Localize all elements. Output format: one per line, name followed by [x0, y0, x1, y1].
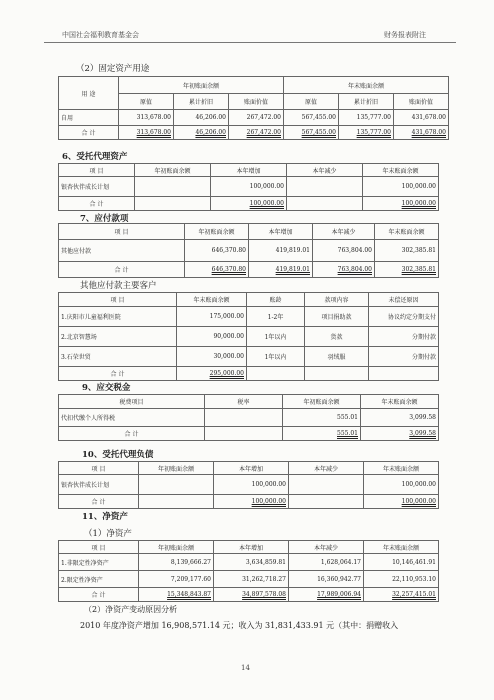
col-header: 本年减少: [289, 541, 364, 554]
sub-header: 原值: [284, 94, 339, 110]
col-header: 项 目: [59, 224, 185, 240]
row-label: 1.非限定性净资产: [59, 554, 139, 571]
table-row: [59, 347, 439, 367]
row-label: 合 计: [59, 427, 205, 441]
row-label: 合 计: [59, 367, 177, 381]
sub-header: 原值: [119, 94, 174, 110]
taxes-table: [58, 394, 439, 441]
col-header: 年末账面余额: [361, 395, 439, 409]
cell: [135, 197, 211, 211]
col-header: 税率: [205, 395, 283, 409]
col-header: 款项内容: [305, 293, 369, 307]
table-row: [59, 110, 449, 126]
cell: 567,455.00: [284, 126, 339, 140]
cell: 313,678.00: [119, 110, 174, 126]
cell: 419,819.01: [249, 240, 313, 262]
cell: 30,000.00: [177, 347, 247, 367]
row-label: 1.庆阳市儿童福利医院: [59, 307, 177, 327]
col-use: 用 途: [59, 77, 119, 110]
sub-header: 累计折旧: [339, 94, 394, 110]
cell: [139, 495, 214, 509]
table-row-total: [59, 495, 439, 509]
cell: 175,000.00: [177, 307, 247, 327]
cell: 8,139,666.27: [139, 554, 214, 571]
table-row: [59, 571, 439, 588]
cell: 分期付款: [369, 327, 439, 347]
cell: 羽绒服: [305, 347, 369, 367]
cell: [139, 475, 214, 495]
cell: 10,146,461.91: [364, 554, 439, 571]
cell: [289, 475, 364, 495]
col-header: 本年减少: [287, 164, 363, 177]
cell: 763,804.00: [313, 262, 375, 278]
cell: 分期付款: [369, 347, 439, 367]
cell: 567,455.00: [284, 110, 339, 126]
cell: 763,804.00: [313, 240, 375, 262]
col-header: 年末账面余额: [364, 462, 439, 475]
cell: [205, 427, 283, 441]
col-header: 账龄: [247, 293, 305, 307]
net-assets-subheading: （1）净资产: [84, 529, 132, 539]
table-row-total: [59, 262, 439, 278]
cell: [205, 409, 283, 427]
cell: [305, 367, 369, 381]
fixed-assets-heading: （2）固定资产用途: [76, 64, 150, 74]
header-rule: [44, 42, 456, 43]
cell: 22,110,953.10: [364, 571, 439, 588]
cell: 100,000.00: [363, 197, 439, 211]
cell: 3,099.58: [361, 427, 439, 441]
cell: 34,897,578.08: [214, 588, 289, 602]
cell: 100,000.00: [214, 495, 289, 509]
col-header: 年末账面余额: [364, 541, 439, 554]
col-header: 本年增加: [214, 462, 289, 475]
sub-header: 账面价值: [394, 94, 449, 110]
row-label: 银杏伙伴成长计划: [59, 177, 135, 197]
row-label: 合 计: [59, 197, 135, 211]
table-row-total: [59, 367, 439, 381]
fixed-assets-table: [58, 76, 449, 140]
entrusted-assets-table: [58, 163, 439, 211]
row-label: 代扣代缴个人所得税: [59, 409, 205, 427]
cell: 100,000.00: [363, 177, 439, 197]
cell: 555.01: [283, 427, 361, 441]
table-row-total: [59, 588, 439, 602]
table-row: [59, 475, 439, 495]
cell: [289, 495, 364, 509]
cell: 7,209,177.60: [139, 571, 214, 588]
cell: 1年以内: [247, 347, 305, 367]
table-row: [59, 327, 439, 347]
cell: 1-2年: [247, 307, 305, 327]
net-assets-table: [58, 540, 439, 602]
main-customers-table: [58, 292, 439, 381]
cell: [247, 367, 305, 381]
cell: 431,678.00: [394, 126, 449, 140]
row-label: 自用: [59, 110, 119, 126]
cell: 431,678.00: [394, 110, 449, 126]
cell: [369, 367, 439, 381]
row-label: 合 计: [59, 262, 185, 278]
row-label: 其他应付款: [59, 240, 185, 262]
col-end-balance: 年末账面余额: [284, 77, 449, 94]
row-label: 3.石荣世贸: [59, 347, 177, 367]
cell: 100,000.00: [211, 177, 287, 197]
col-header: 年初账面余额: [185, 224, 249, 240]
col-header: 年初账面余额: [139, 462, 214, 475]
cell: 135,777.00: [339, 110, 394, 126]
page-number: 14: [241, 664, 250, 672]
entrusted-assets-heading: 6、受托代理资产: [62, 152, 128, 162]
cell: 555.01: [283, 409, 361, 427]
cell: 协议约定分期支付: [369, 307, 439, 327]
taxes-heading: 9、应交税金: [82, 383, 131, 393]
col-header: 项 目: [59, 164, 135, 177]
row-label: 合 计: [59, 126, 119, 140]
table-row-total: [59, 427, 439, 441]
payables-table: [58, 223, 439, 278]
col-header: 未偿还原因: [369, 293, 439, 307]
sub-header: 累计折旧: [174, 94, 229, 110]
table-row-total: [59, 126, 449, 140]
cell: [287, 197, 363, 211]
col-header: 项 目: [59, 541, 139, 554]
cell: 267,472.00: [229, 126, 284, 140]
cell: 90,000.00: [177, 327, 247, 347]
cell: 1年以内: [247, 327, 305, 347]
col-header: 年末账面余额: [177, 293, 247, 307]
col-header: 本年减少: [289, 462, 364, 475]
table-row: [59, 307, 439, 327]
cell: 3,634,859.81: [214, 554, 289, 571]
col-header: 项 目: [59, 293, 177, 307]
cell: 46,206.00: [174, 110, 229, 126]
sub-header: 账面价值: [229, 94, 284, 110]
entrusted-liab-heading: 10、受托代理负债: [82, 450, 154, 460]
main-customers-heading: 其他应付款主要客户: [80, 281, 157, 291]
cell: 302,385.81: [375, 262, 439, 278]
cell: 100,000.00: [364, 475, 439, 495]
cell: 646,370.80: [185, 262, 249, 278]
cell: 267,472.00: [229, 110, 284, 126]
cell: 295,000.00: [177, 367, 247, 381]
cell: 32,257,415.01: [364, 588, 439, 602]
cell: 313,678.00: [119, 126, 174, 140]
header-org-name: 中国社会福利教育基金会: [62, 31, 139, 39]
net-assets-heading: 11、净资产: [82, 512, 128, 522]
cell: 货款: [305, 327, 369, 347]
col-header: 年初账面余额: [135, 164, 211, 177]
analysis-heading: （2）净资产变动原因分析: [84, 605, 178, 614]
col-header: 年初账面余额: [139, 541, 214, 554]
col-begin-balance: 年初账面余额: [119, 77, 284, 94]
cell: 31,262,718.27: [214, 571, 289, 588]
cell: [287, 177, 363, 197]
table-row: [59, 240, 439, 262]
cell: 135,777.00: [339, 126, 394, 140]
row-label: 2.北京智慧场: [59, 327, 177, 347]
cell: 100,000.00: [211, 197, 287, 211]
cell: 646,370.80: [185, 240, 249, 262]
col-header: 年末账面余额: [375, 224, 439, 240]
cell: 16,360,942.77: [289, 571, 364, 588]
cell: 1,628,064.17: [289, 554, 364, 571]
cell: 3,099.58: [361, 409, 439, 427]
col-header: 本年增加: [214, 541, 289, 554]
row-label: 合 计: [59, 495, 139, 509]
col-header: 年初账面余额: [283, 395, 361, 409]
col-header: 本年增加: [211, 164, 287, 177]
cell: 419,819.01: [249, 262, 313, 278]
col-header: 税费项目: [59, 395, 205, 409]
table-row-total: [59, 197, 439, 211]
col-header: 项 目: [59, 462, 139, 475]
cell: 17,989,006.94: [289, 588, 364, 602]
col-header: 年末账面余额: [363, 164, 439, 177]
cell: 46,206.00: [174, 126, 229, 140]
analysis-text: 2010 年度净资产增加 16,908,571.14 元；收入为 31,831,433.91 元（其中：捐赠收入: [80, 621, 399, 630]
col-header: 本年增加: [249, 224, 313, 240]
header-doc-title: 财务报表附注: [384, 31, 426, 39]
row-label: 银杏伙伴成长计划: [59, 475, 139, 495]
table-row: [59, 554, 439, 571]
entrusted-liab-table: [58, 461, 439, 509]
table-row: [59, 409, 439, 427]
cell: 100,000.00: [214, 475, 289, 495]
row-label: 2.限定性净资产: [59, 571, 139, 588]
cell: [135, 177, 211, 197]
table-row: [59, 177, 439, 197]
row-label: 合 计: [59, 588, 139, 602]
cell: 302,385.81: [375, 240, 439, 262]
cell: 项目捐助款: [305, 307, 369, 327]
payables-heading: 7、应付款项: [80, 214, 129, 224]
col-header: 本年减少: [313, 224, 375, 240]
cell: 100,000.00: [364, 495, 439, 509]
cell: 15,348,843.87: [139, 588, 214, 602]
